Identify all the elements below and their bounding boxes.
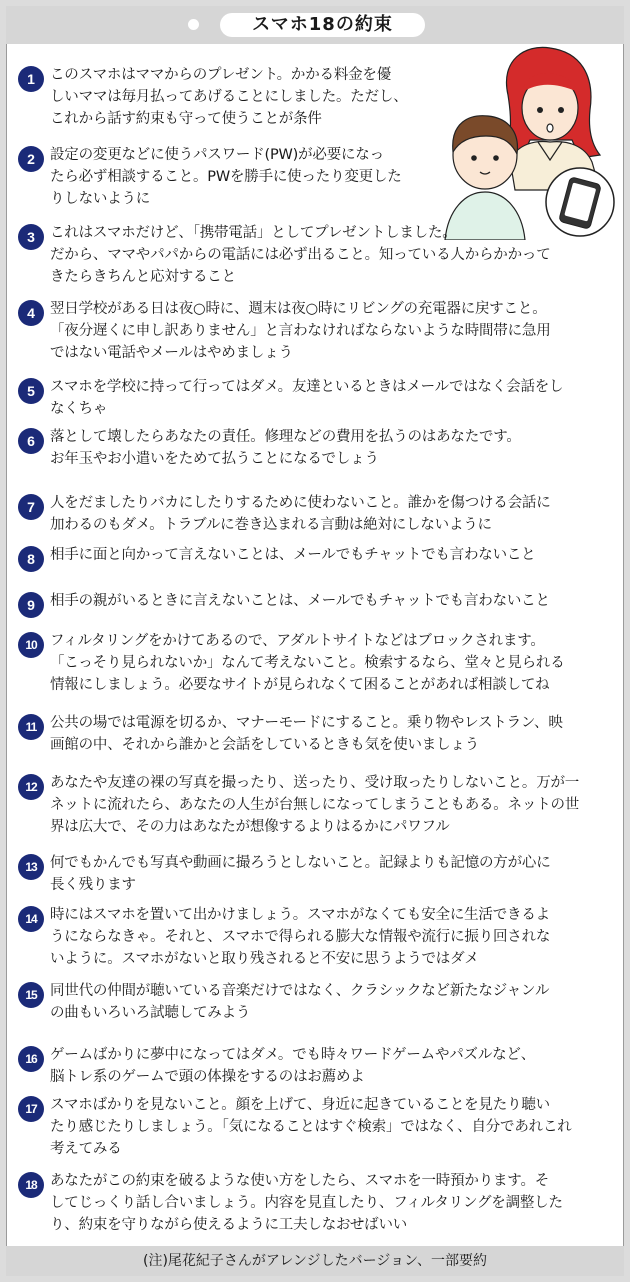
rule-text-line: これから話す約束も守って使うことが条件: [50, 111, 322, 127]
title-bar: [6, 6, 624, 44]
rule-text-line: ゲームばかりに夢中になってはダメ。でも時々ワードゲームやパズルなど、: [50, 1047, 536, 1063]
rule-number-badge: 2: [18, 146, 44, 172]
rule-number-badge: 4: [18, 300, 44, 326]
rule-number-badge: 8: [18, 546, 44, 572]
rule-text-line: 人をだましたりバカにしたりするために使わないこと。誰かを傷つける会話に: [50, 495, 551, 511]
rule-text: [50, 852, 551, 896]
rule-text-line: 長く残ります: [50, 877, 136, 893]
rule-number-badge: 7: [18, 494, 44, 520]
rule-text-line: 相手の親がいるときに言えないことは、メールでもチャットでも言わないこと: [50, 593, 550, 609]
rule-text-line: あなたがこの約束を破るような使い方をしたら、スマホを一時預かります。そ: [50, 1173, 550, 1189]
rule-text-line: 相手に面と向かって言えないことは、メールでもチャットでも言わないこと: [50, 547, 536, 563]
rule-text: [50, 630, 565, 696]
rule-number-badge: 1: [18, 66, 44, 92]
rule-text-line: いように。スマホがないと取り残されると不安に思うようではダメ: [50, 951, 479, 967]
rule-text: [50, 590, 550, 612]
rule-number-badge: 3: [18, 224, 44, 250]
rule-text: [50, 1044, 535, 1088]
rule-text: [50, 544, 535, 566]
rule-text-line: このスマホはママからのプレゼント。かかる料金を優: [50, 67, 392, 83]
rule-number-badge: 10: [18, 632, 44, 658]
rule-text-line: 「夜分遅くに申し訳ありません」と言わなければならないような時間帯に急用: [50, 323, 551, 339]
rule-text-line: ネットに流れたら、あなたの人生が台無しになってしまうこともある。ネットの世: [50, 797, 580, 813]
rule-number-badge: 14: [18, 906, 44, 932]
footer-note: (注)尾花紀子さんがアレンジしたバージョン、一部要約: [6, 1246, 624, 1276]
page-title: スマホ18の約束: [220, 13, 425, 37]
rule-text-line: 同世代の仲間が聴いている音楽だけではなく、クラシックなど新たなジャンル: [50, 983, 550, 999]
rule-text-line: たら必ず相談すること。PWを勝手に使ったり変更した: [50, 169, 402, 185]
rule-text: [50, 1094, 572, 1160]
title-dot: [188, 19, 199, 30]
rule-text-line: 何でもかんでも写真や動画に撮ろうとしないこと。記録よりも記憶の方が心に: [50, 855, 551, 871]
rule-text-line: うにならなきゃ。それと、スマホで得られる膨大な情報や流行に振り回されな: [50, 929, 551, 945]
rule-text: [50, 144, 402, 210]
rule-text: [50, 772, 579, 838]
rule-text-line: 情報にしましょう。必要なサイトが見られなくて困ることがあれば相談してね: [50, 677, 550, 693]
rule-text-line: 落として壊したらあなたの責任。修理などの費用を払うのはあなたです。: [50, 429, 521, 445]
rule-text: [50, 1170, 563, 1236]
rule-text-line: 脳トレ系のゲームで頭の体操をするのはお薦めよ: [50, 1069, 365, 1085]
rule-text: [50, 904, 550, 970]
rule-text: [50, 712, 563, 756]
smartphone-icon: [546, 168, 614, 236]
rule-text-line: 時にはスマホを置いて出かけましょう。スマホがなくても安全に生活できるよ: [50, 907, 550, 923]
rule-text-line: 界は広大で、その力はあなたが想像するよりはるかにパワフル: [50, 819, 450, 835]
rule-number-badge: 9: [18, 592, 44, 618]
rule-text-line: 「こっそり見られないか」なんて考えないこと。検索するなら、堂々と見られる: [50, 655, 565, 671]
rule-text-line: たり感じたりしましょう。「気になることはすぐ検索」ではなく、自分であれこれ: [50, 1119, 572, 1135]
rule-number-badge: 12: [18, 774, 44, 800]
rule-text-line: きたらきちんと応対すること: [50, 269, 236, 285]
rule-text-line: 画館の中、それから誰かと会話をしているときも気を使いましょう: [50, 737, 479, 753]
rule-text-line: り、約束を守りながら使えるように工夫しなおせばいい: [50, 1217, 408, 1233]
rule-text-line: 公共の場では電源を切るか、マナーモードにすること。乗り物やレストラン、映: [50, 715, 563, 731]
rule-text-line: の曲もいろいろ試聴してみよう: [50, 1005, 251, 1021]
rule-text: [50, 426, 521, 470]
rule-text-line: あなたや友達の裸の写真を撮ったり、送ったり、受け取ったりしないこと。万が一: [50, 775, 580, 791]
illustration: [440, 40, 620, 240]
rule-text: [50, 222, 551, 288]
rule-text: [50, 298, 551, 364]
rule-text-line: スマホを学校に持って行ってはダメ。友達といるときはメールではなく会話をし: [50, 379, 564, 395]
rule-number-badge: 17: [18, 1096, 44, 1122]
rule-text-line: フィルタリングをかけてあるので、アダルトサイトなどはブロックされます。: [50, 633, 545, 649]
rule-number-badge: 13: [18, 854, 44, 880]
rule-text: [50, 64, 408, 130]
rule-text-line: お年玉やお小遣いをためて払うことになるでしょう: [50, 451, 379, 467]
rule-text-line: しいママは毎月払ってあげることにしました。ただし、: [50, 89, 408, 105]
rule-text: [50, 492, 551, 536]
rule-text-line: ではない電話やメールはやめましょう: [50, 345, 293, 361]
rule-number-badge: 16: [18, 1046, 44, 1072]
rule-text-line: りしないように: [50, 191, 151, 207]
rule-text-line: 翌日学校がある日は夜○時に、週末は夜○時にリビングの充電器に戻すこと。: [50, 301, 547, 317]
rule-text-line: なくちゃ: [50, 401, 108, 417]
rule-number-badge: 6: [18, 428, 44, 454]
rule-text-line: スマホばかりを見ないこと。顔を上げて、身近に起きていることを見たり聴い: [50, 1097, 550, 1113]
rule-text: [50, 980, 549, 1024]
rule-text-line: だから、ママやパパからの電話には必ず出ること。知っている人からかかって: [50, 247, 551, 263]
rule-text-line: 加わるのもダメ。トラブルに巻き込まれる言動は絶対にしないように: [50, 517, 492, 533]
rule-text: [50, 376, 563, 420]
rule-text-line: してじっくり話し合いましょう。内容を見直したり、フィルタリングを調整した: [50, 1195, 563, 1211]
rule-number-badge: 11: [18, 714, 44, 740]
rule-number-badge: 15: [18, 982, 44, 1008]
rule-number-badge: 18: [18, 1172, 44, 1198]
rule-text-line: 考えてみる: [50, 1141, 122, 1157]
rule-text-line: これはスマホだけど、「携帯電話」としてプレゼントしました。: [50, 225, 457, 241]
rule-number-badge: 5: [18, 378, 44, 404]
rule-text-line: 設定の変更などに使うパスワード(PW)が必要になっ: [50, 147, 384, 163]
